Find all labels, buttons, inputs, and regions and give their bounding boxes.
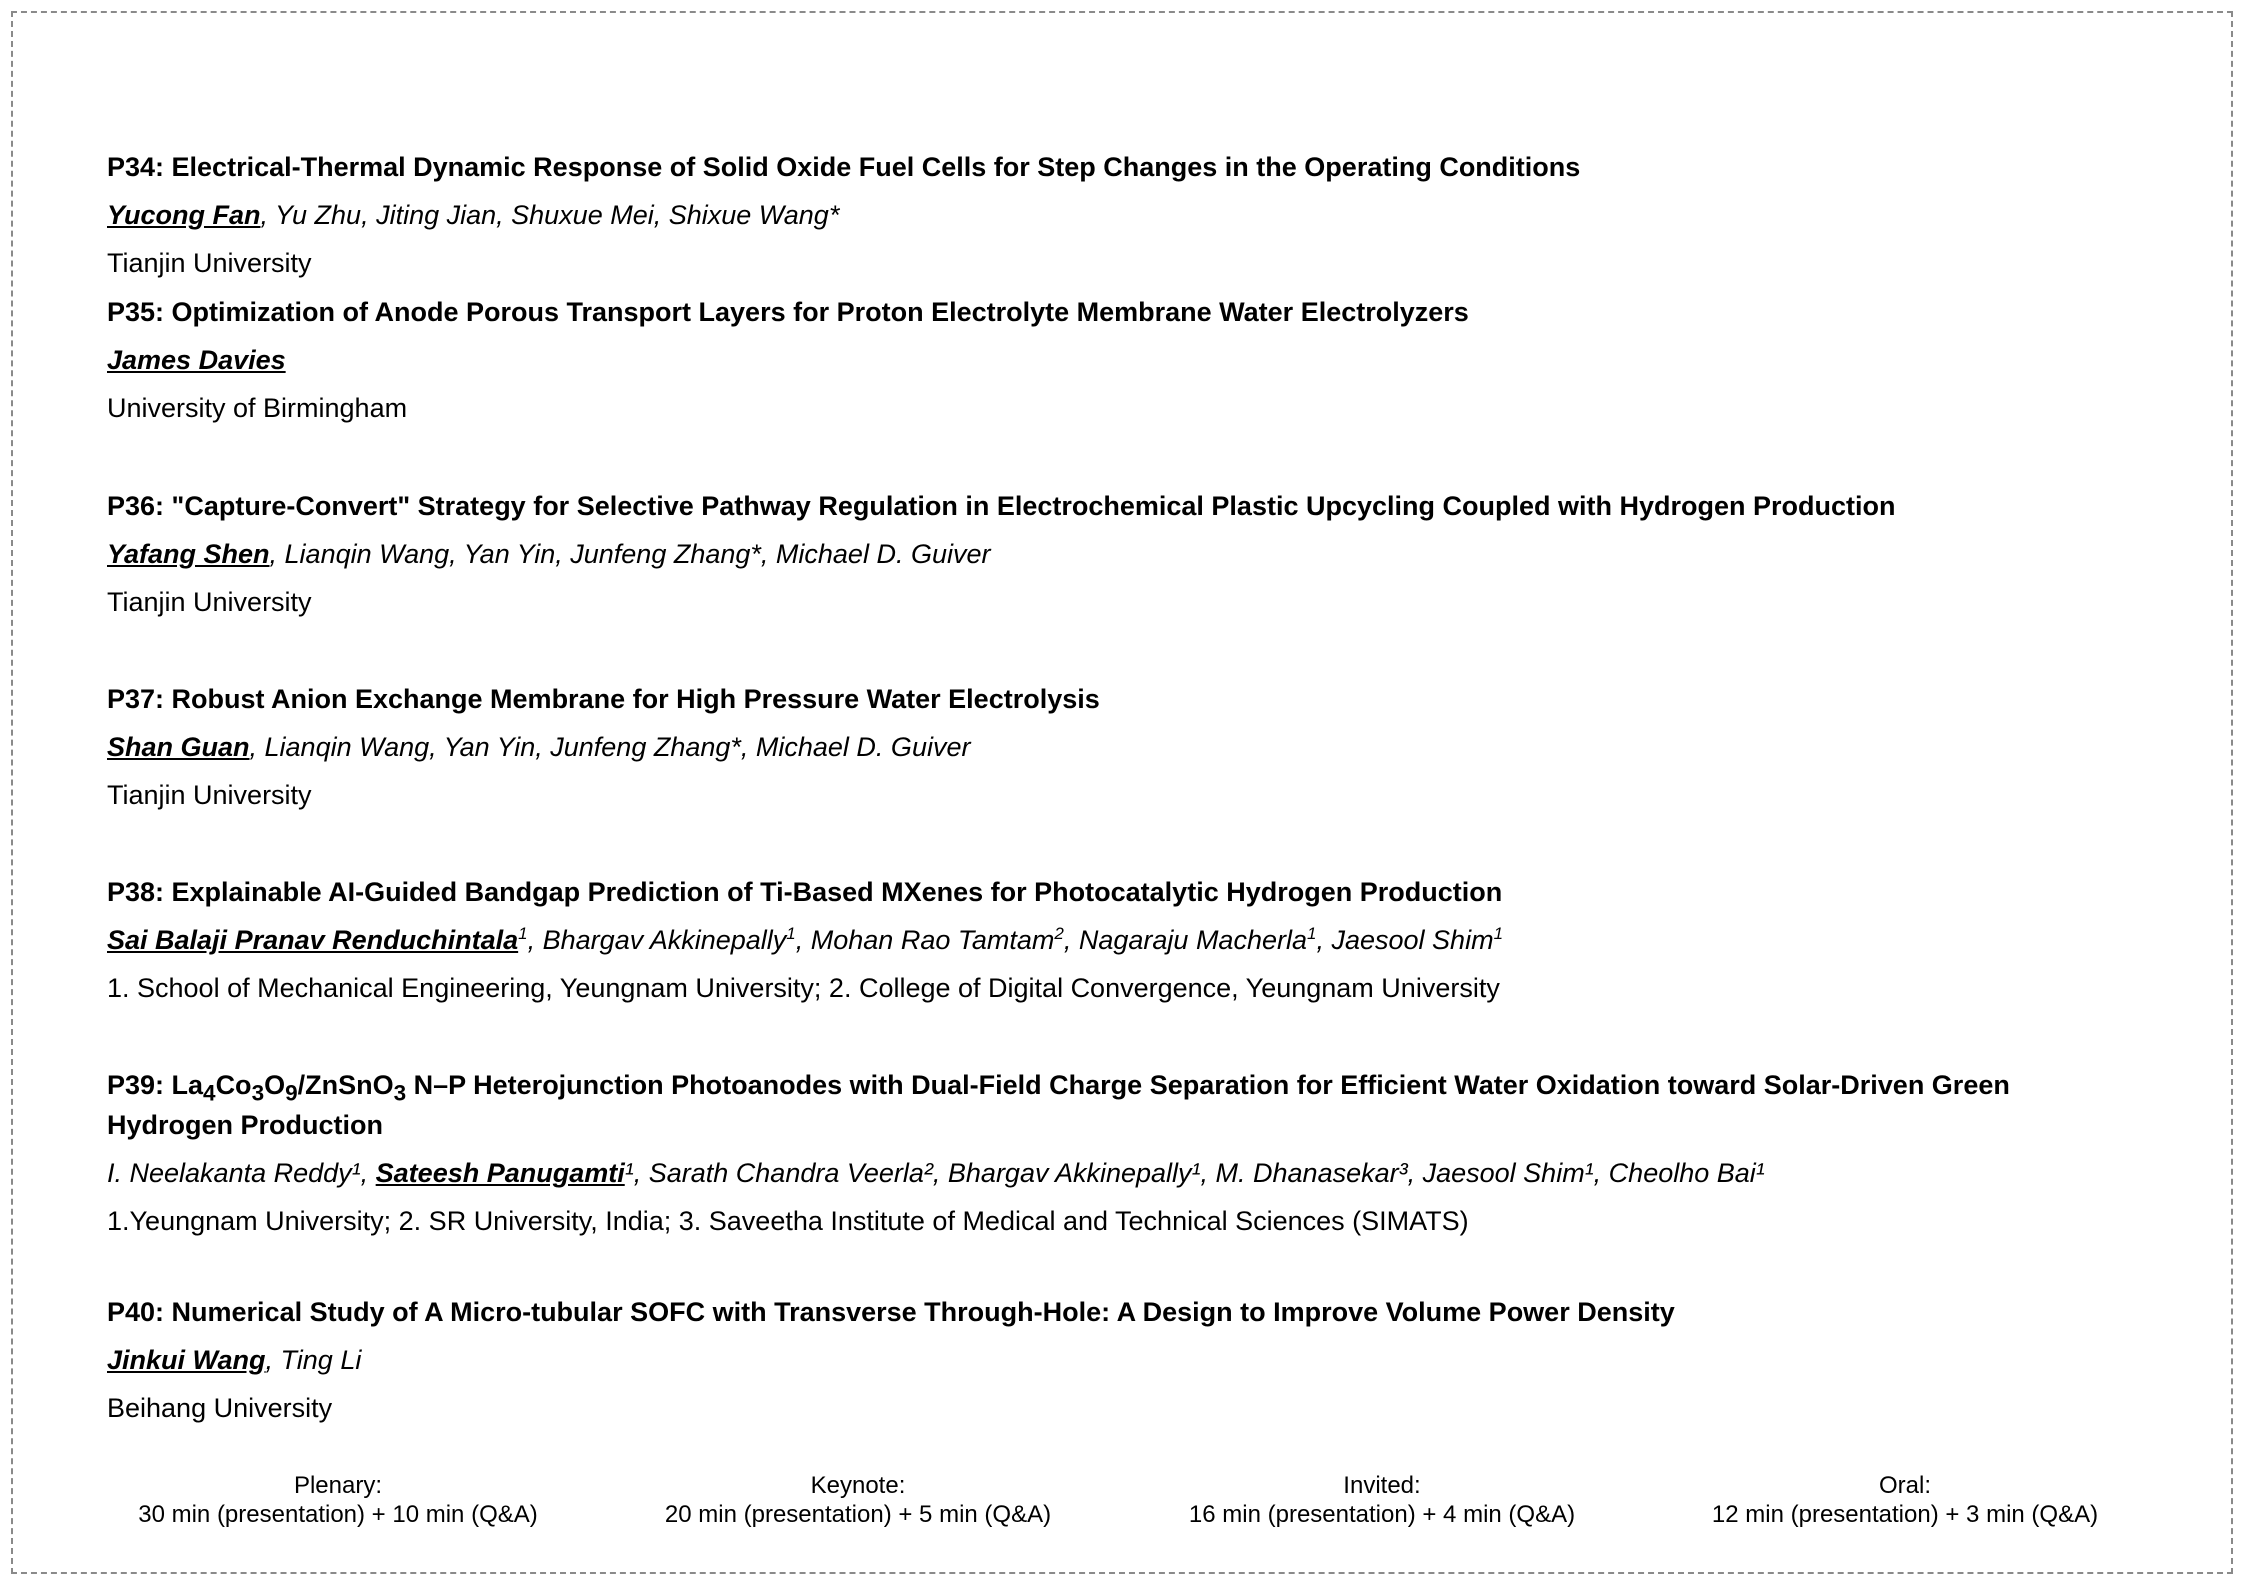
co-authors: , Ting Li [265,1345,362,1375]
poster-title: P35: Optimization of Anode Porous Transport Layers for Proton Electrolyte Membrane Water Electrolyzers [107,297,1469,327]
footer-label: Plenary: [293,1472,383,1499]
title-text: P39: La [107,1070,204,1100]
poster-affiliation: 1.Yeungnam University; 2. SR University, India; 3. Saveetha Institute of Medical and Technical Sciences (SIMATS) [107,1206,1469,1237]
poster-entry-p39 [107,1069,2137,1238]
footer-keynote [598,1471,1118,1529]
poster-affiliation: University of Birmingham [107,393,408,423]
poster-authors [107,344,2137,377]
affiliation-marker: 1 [518,924,528,943]
subscript: 4 [203,1080,216,1106]
footer-label: Oral: [1878,1472,1931,1499]
poster-entry-p37 [107,683,2137,812]
poster-entry-p35 [107,296,2137,425]
presenting-author: Sateesh Panugamti [375,1158,625,1189]
co-author: Nagaraju Macherla [1078,925,1307,955]
subscript: 3 [251,1080,265,1106]
title-text: O [264,1070,286,1100]
poster-authors [107,1157,2137,1190]
presenting-author: Shan Guan [107,732,250,762]
affiliation-marker: 1 [1493,924,1504,943]
lead-author: I. Neelakanta Reddy¹, [107,1158,376,1189]
poster-affiliation: 1. School of Mechanical Engineering, Yeungnam University; 2. College of Digital Convergence, Yeungnam University [107,973,1500,1003]
co-author: Mohan Rao Tamtam [810,925,1055,955]
poster-affiliation: Beihang University [107,1393,333,1423]
affiliation-marker: 2 [1054,924,1064,943]
footer-label: Keynote: [810,1472,906,1499]
presenting-author: Yafang Shen [107,539,270,569]
poster-entry-p36 [107,490,2137,619]
subscript: 3 [393,1080,407,1106]
presenting-author: James Davies [107,345,286,375]
footer-oral [1645,1471,2165,1529]
affiliation-marker: ¹ [624,1158,634,1189]
poster-entry-p38 [107,876,2137,1005]
affiliation-marker: 1 [786,924,796,943]
footer-plenary [78,1471,598,1529]
poster-authors [107,1344,2137,1377]
footer-label: Invited: [1343,1472,1421,1499]
co-authors: , Lianqin Wang, Yan Yin, Junfeng Zhang*, Michael D. Guiver [249,732,971,762]
poster-authors [107,538,2137,571]
footer-detail: 20 min (presentation) + 5 min (Q&A) [664,1501,1052,1528]
presenting-author: Sai Balaji Pranav Renduchintala [107,925,519,955]
poster-title: P38: Explainable AI-Guided Bandgap Prediction of Ti-Based MXenes for Photocatalytic Hydrogen Production [107,877,1503,907]
footer-detail: 30 min (presentation) + 10 min (Q&A) [138,1501,538,1528]
co-authors: , Yu Zhu, Jiting Jian, Shuxue Mei, Shixue Wang* [260,200,840,230]
affiliation-marker: 1 [1307,924,1317,943]
poster-title: P37: Robust Anion Exchange Membrane for High Pressure Water Electrolysis [107,684,1100,714]
co-authors: , Sarath Chandra Veerla², Bhargav Akkinepally¹, M. Dhanasekar³, Jaesool Shim¹, Cheolho Bai¹ [633,1158,1765,1189]
poster-authors: Sai Balaji Pranav Renduchintala$^1$, Bhargav Akkinepally$^1$, Mohan Rao Tamtam$^2$, Nagaraju Macherla$^1$, Jaesool Shim$^1$ [107,924,1504,955]
footer-invited [1122,1471,1642,1529]
poster-title: P36: "Capture-Convert" Strategy for Selective Pathway Regulation in Electrochemical Plastic Upcycling Coupled with Hydrogen Production [107,491,1896,521]
poster-affiliation: Tianjin University [107,587,312,617]
title-text: N–P Heterojunction Photoanodes with Dual-Field Charge Separation for Efficient Water Oxidation toward Solar-Driven Green Hydrogen Production [107,1070,2010,1141]
title-text: Co [215,1070,252,1100]
poster-title [107,1069,2137,1142]
poster-entry-p34 [107,151,2137,280]
poster-authors [107,731,2137,764]
co-author: Jaesool Shim [1331,925,1494,955]
poster-title: P40: Numerical Study of A Micro-tubular SOFC with Transverse Through-Hole: A Design to Improve Volume Power Density [107,1297,1675,1327]
subscript: 9 [285,1080,298,1106]
footer-detail: 12 min (presentation) + 3 min (Q&A) [1711,1501,2099,1528]
poster-entry-p40 [107,1296,2137,1425]
co-author: Bhargav Akkinepally [542,925,787,955]
presenting-author: Yucong Fan [107,200,261,230]
poster-title: P34: Electrical-Thermal Dynamic Response of Solid Oxide Fuel Cells for Step Changes in the Operating Conditions [107,152,1581,182]
co-authors: , Lianqin Wang, Yan Yin, Junfeng Zhang*, Michael D. Guiver [269,539,991,569]
poster-affiliation: Tianjin University [107,248,312,278]
presenting-author: Jinkui Wang [107,1345,266,1375]
poster-affiliation: Tianjin University [107,780,312,810]
footer-detail: 16 min (presentation) + 4 min (Q&A) [1188,1501,1576,1528]
title-text: /ZnSnO [297,1070,394,1100]
poster-authors [107,199,2137,232]
